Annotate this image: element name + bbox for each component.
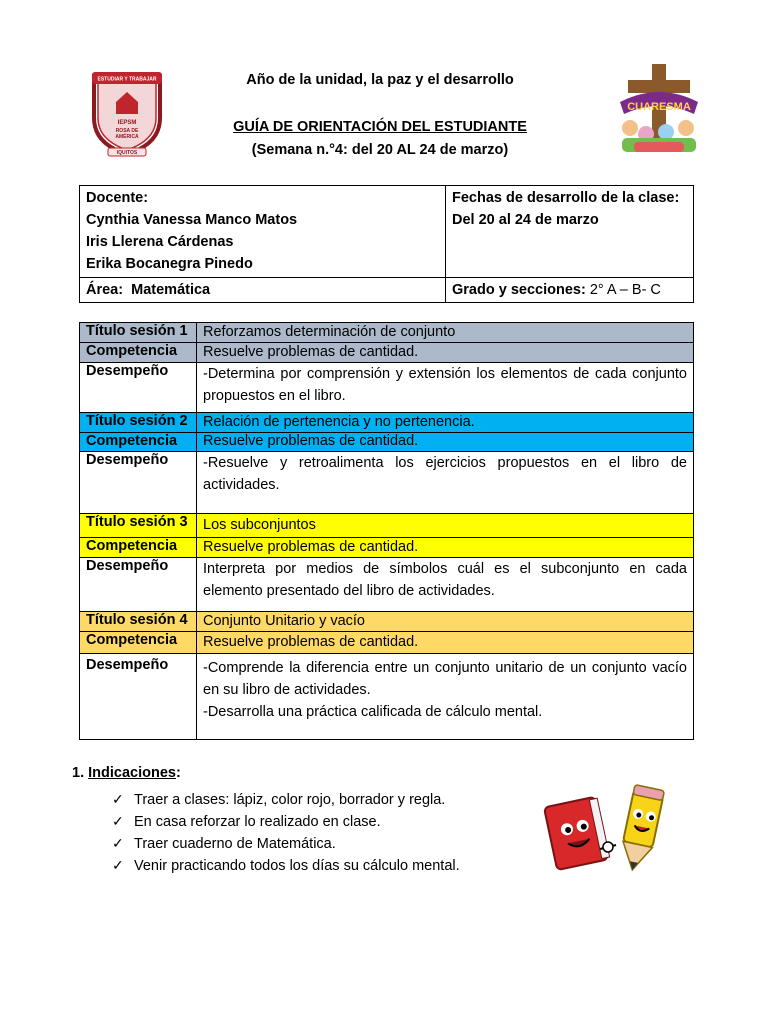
list-item-text: Traer a clases: lápiz, color rojo, borrador y regla. (134, 792, 446, 808)
performance-label: Desempeño (80, 452, 197, 514)
dates-cell (446, 186, 694, 278)
session-title-row (80, 323, 694, 343)
area-value: Matemática (131, 282, 211, 298)
competence-text: Resuelve problemas de cantidad. (197, 343, 694, 363)
performance-text: -Comprende la diferencia entre un conjunto unitario de un conjunto vacío en su libro de actividades. (203, 660, 687, 698)
performance-label: Desempeño (80, 558, 197, 612)
svg-text:CUARESMA: CUARESMA (627, 101, 691, 113)
competence-row (80, 433, 694, 452)
check-icon: ✓ (112, 813, 124, 829)
performance-label: Desempeño (80, 654, 197, 740)
teacher-label: Docente: (86, 190, 149, 206)
indications-colon: : (175, 765, 181, 781)
indications-heading (72, 765, 181, 781)
teacher-cell (80, 186, 446, 278)
competence-text: Resuelve problemas de cantidad. (197, 433, 694, 452)
list-item-text: Traer cuaderno de Matemática. (134, 836, 336, 852)
check-icon: ✓ (112, 857, 124, 873)
list-item (112, 810, 460, 832)
list-item (112, 832, 460, 854)
competence-text: Resuelve problemas de cantidad. (197, 632, 694, 654)
performance-row (80, 654, 694, 740)
area-label: Área: (86, 282, 124, 298)
session-title-row (80, 612, 694, 632)
competence-row (80, 538, 694, 558)
list-item (112, 788, 460, 810)
svg-text:ESTUDIAR Y TRABAJAR: ESTUDIAR Y TRABAJAR (97, 76, 157, 83)
teacher-name: Erika Bocanegra Pinedo (86, 256, 253, 272)
book-pencil-illustration (542, 783, 674, 877)
area-cell (80, 278, 446, 303)
list-item-text: En casa reforzar lo realizado en clase. (134, 814, 381, 830)
performance-label: Desempeño (80, 363, 197, 413)
session-title: Relación de pertenencia y no pertenencia. (197, 413, 694, 433)
performance-row (80, 363, 694, 413)
svg-text:IEPSM: IEPSM (117, 120, 137, 126)
competence-label: Competencia (80, 632, 197, 654)
dates-label: Fechas de desarrollo de la clase: (452, 190, 680, 206)
performance-cell (197, 654, 694, 740)
performance-row (80, 558, 694, 612)
competence-row (80, 632, 694, 654)
guide-title: GUÍA DE ORIENTACIÓN DEL ESTUDIANTE (233, 119, 527, 135)
competence-label: Competencia (80, 343, 197, 363)
svg-text:IQUITOS: IQUITOS (116, 150, 138, 156)
year-title: Año de la unidad, la paz y el desarrollo (246, 72, 514, 88)
competence-row (80, 343, 694, 363)
competence-label: Competencia (80, 433, 197, 452)
grade-cell (446, 278, 694, 303)
performance-text: -Determina por comprensión y extensión los elementos de cada conjunto propuestos en el libro. (197, 363, 694, 413)
week-subtitle: (Semana n.°4: del 20 AL 24 de marzo) (251, 142, 509, 158)
session-title: Conjunto Unitario y vacío (197, 612, 694, 632)
svg-text:AMÉRICA: AMÉRICA (115, 134, 139, 140)
sessions-table (79, 322, 694, 740)
performance-text: -Desarrolla una práctica calificada de cálculo mental. (203, 704, 543, 720)
session-title: Los subconjuntos (197, 514, 694, 538)
list-item (112, 854, 460, 876)
grade-label: Grado y secciones: (452, 282, 586, 298)
performance-row (80, 452, 694, 514)
session-title-label: Título sesión 2 (80, 413, 197, 433)
session-title-label: Título sesión 4 (80, 612, 197, 632)
check-icon: ✓ (112, 835, 124, 851)
session-title-label: Título sesión 3 (80, 514, 197, 538)
check-icon: ✓ (112, 791, 124, 807)
competence-label: Competencia (80, 538, 197, 558)
teacher-name: Iris Llerena Cárdenas (86, 234, 234, 250)
cuaresma-illustration (614, 62, 704, 164)
indications-number: 1. (72, 765, 85, 781)
session-title: Reforzamos determinación de conjunto (197, 323, 694, 343)
session-title-row (80, 514, 694, 538)
teacher-name: Cynthia Vanessa Manco Matos (86, 212, 298, 228)
session-title-row (80, 413, 694, 433)
svg-text:ROSA DE: ROSA DE (115, 128, 139, 134)
dates-value: Del 20 al 24 de marzo (452, 212, 599, 228)
indications-list (112, 788, 460, 876)
session-title-label: Título sesión 1 (80, 323, 197, 343)
performance-text: Interpreta por medios de símbolos cuál es el subconjunto en cada elemento presentado del libro de actividades. (197, 558, 694, 612)
info-table (79, 185, 694, 303)
list-item-text: Venir practicando todos los días su cálculo mental. (134, 858, 460, 874)
indications-title: Indicaciones (88, 765, 176, 781)
grade-value: 2° A – B- C (589, 282, 661, 298)
performance-text: -Resuelve y retroalimenta los ejercicios propuestos en el libro de actividades. (197, 452, 694, 514)
competence-text: Resuelve problemas de cantidad. (197, 538, 694, 558)
